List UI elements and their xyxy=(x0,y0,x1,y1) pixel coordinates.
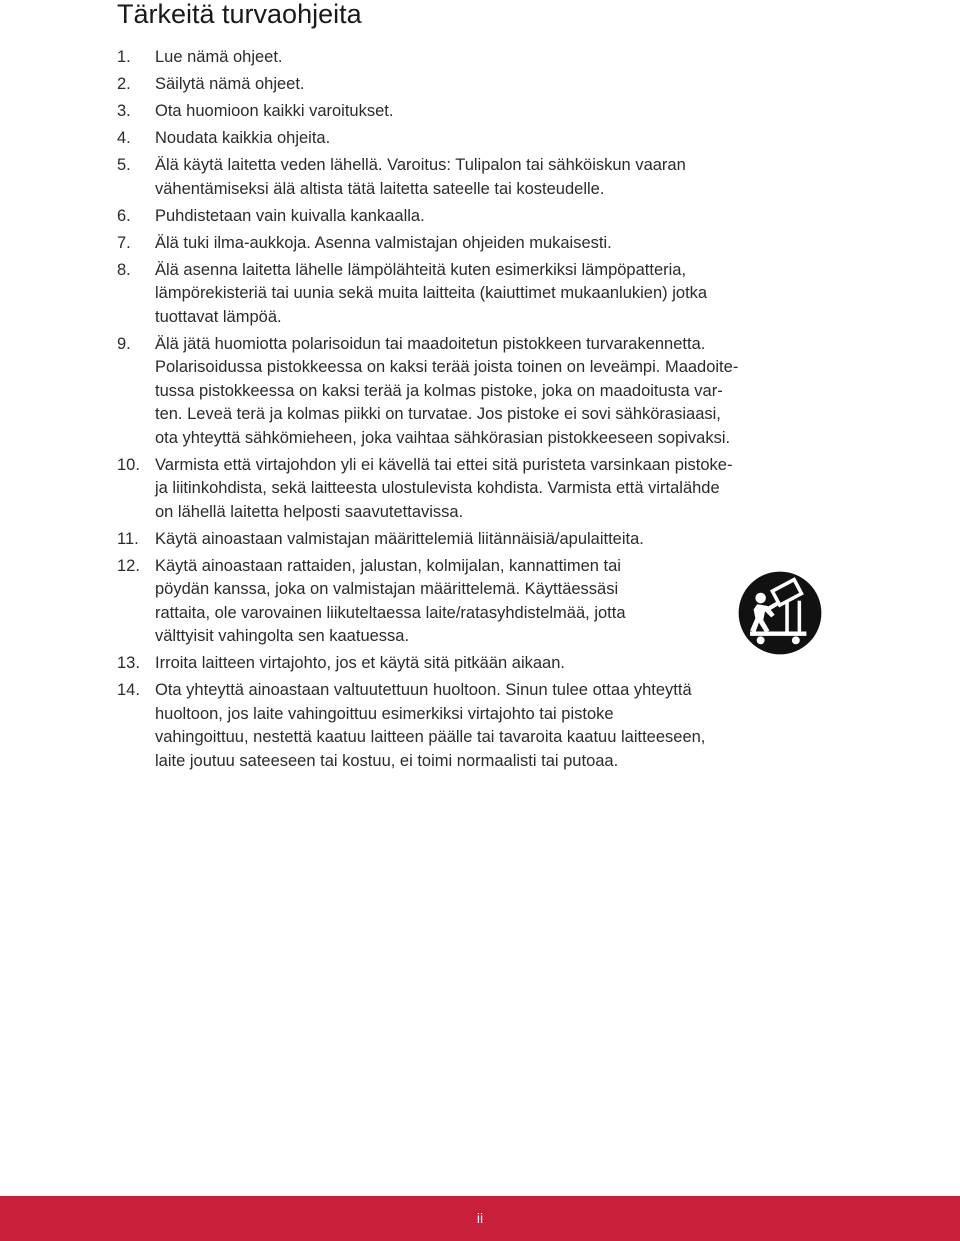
item-text: vähentämiseksi älä altista tätä laitetta sateelle tai kosteudelle. xyxy=(155,179,605,198)
item-text: välttyisit vahingolta sen kaatuessa. xyxy=(155,627,410,645)
item-text: ota yhteyttä sähkömieheen, joka vaihtaa sähkörasian pistokkeeseen sopivaksi. xyxy=(155,428,731,447)
list-item-14 xyxy=(117,679,837,773)
item-number: 3. xyxy=(117,102,131,120)
item-number: 10. xyxy=(117,455,140,474)
item-text: huoltoon, jos laite vahingoittuu esimerkiksi virtajohto tai pistoke xyxy=(155,704,614,723)
item-text: Säilytä nämä ohjeet. xyxy=(155,75,305,93)
item-text: vahingoittuu, nestettä kaatuu laitteen päälle tai tavaroita kaatuu laitteeseen, xyxy=(155,728,706,746)
item-text: Puhdistetaan vain kuivalla kankaalla. xyxy=(155,206,425,225)
item-number: 7. xyxy=(117,233,131,252)
item-text: Ota huomioon kaikki varoitukset. xyxy=(155,102,394,120)
list-item-12 xyxy=(117,555,837,649)
item-text: Älä tuki ilma-aukkoja. Asenna valmistajan ohjeiden mukaisesti. xyxy=(155,233,612,252)
item-text: lämpörekisteriä tai uunia sekä muita laitteita (kaiuttimet mukaanlukien) jotka xyxy=(155,284,708,302)
item-text: ten. Leveä terä ja kolmas piikki on turvatae. Jos pistoke ei sovi sähkörasiaasi, xyxy=(155,405,721,423)
item-text: Käytä ainoastaan valmistajan määrittelemiä liitännäisiä/apulaitteita. xyxy=(155,529,644,548)
list-item-2 xyxy=(117,73,837,97)
item-text: Älä jätä huomiotta polarisoidun tai maadoitetun pistokkeen turvarakennetta. xyxy=(155,334,706,353)
footer-bar xyxy=(0,1196,960,1241)
page-title: Tärkeitä turvaohjeita xyxy=(117,0,362,29)
list-item-13 xyxy=(117,652,837,676)
item-text: Käytä ainoastaan rattaiden, jalustan, kolmijalan, kannattimen tai xyxy=(155,556,621,575)
item-text: Varmista että virtajohdon yli ei kävellä tai ettei sitä puristeta varsinkaan pistoke- xyxy=(155,455,733,474)
list-item-1 xyxy=(117,46,837,70)
item-text: Lue nämä ohjeet. xyxy=(155,48,283,66)
item-number: 5. xyxy=(117,156,131,174)
safety-instructions-list xyxy=(117,46,837,777)
item-text: tuottavat lämpöä. xyxy=(155,307,282,326)
list-item-11 xyxy=(117,528,837,552)
item-number: 8. xyxy=(117,260,131,279)
item-number: 4. xyxy=(117,129,131,147)
item-text: Ota yhteyttä ainoastaan valtuutettuun huoltoon. Sinun tulee ottaa yhteyttä xyxy=(155,681,692,699)
item-number: 1. xyxy=(117,48,131,66)
item-text: Irroita laitteen virtajohto, jos et käytä sitä pitkään aikaan. xyxy=(155,654,565,672)
list-item-10 xyxy=(117,454,837,525)
item-text: Noudata kaikkia ohjeita. xyxy=(155,129,331,147)
item-text: Älä asenna laitetta lähelle lämpölähteitä kuten esimerkiksi lämpöpatteria, xyxy=(155,260,687,279)
list-item-4 xyxy=(117,127,837,151)
item-number: 13. xyxy=(117,654,140,672)
item-number: 11. xyxy=(117,529,139,548)
item-number: 12. xyxy=(117,556,140,575)
item-text: tussa pistokkeessa on kaksi terää ja kolmas pistoke, joka on maadoitusta var- xyxy=(155,381,723,400)
list-item-8 xyxy=(117,259,837,330)
list-item-3 xyxy=(117,100,837,124)
page-number: ii xyxy=(476,1210,484,1226)
item-text: Polarisoidussa pistokkeessa on kaksi terää joista toinen on leveämpi. Maadoite- xyxy=(155,358,739,376)
item-text: laite joutuu sateeseen tai kostuu, ei toimi normaalisti tai putoaa. xyxy=(155,751,619,770)
item-text: pöydän kanssa, joka on valmistajan määrittelemä. Käyttäessäsi xyxy=(155,580,619,598)
item-number: 9. xyxy=(117,334,131,353)
item-text: Älä käytä laitetta veden lähellä. Varoitus: Tulipalon tai sähköiskun vaaran xyxy=(155,156,686,174)
item-number: 14. xyxy=(117,681,140,699)
list-item-7 xyxy=(117,232,837,256)
item-text: ja liitinkohdista, sekä laitteesta ulostulevista kohdista. Varmista että virtalähde xyxy=(155,479,720,497)
list-item-9 xyxy=(117,333,837,451)
item-text: rattaita, ole varovainen liikuteltaessa laite/ratasyhdistelmää, jotta xyxy=(155,603,626,622)
cart-tip-over-warning-icon xyxy=(736,569,824,657)
list-item-6 xyxy=(117,205,837,229)
item-text: on lähellä laitetta helposti saavutettavissa. xyxy=(155,502,464,521)
list-item-5 xyxy=(117,154,837,201)
item-number: 6. xyxy=(117,206,131,225)
item-number: 2. xyxy=(117,75,131,93)
